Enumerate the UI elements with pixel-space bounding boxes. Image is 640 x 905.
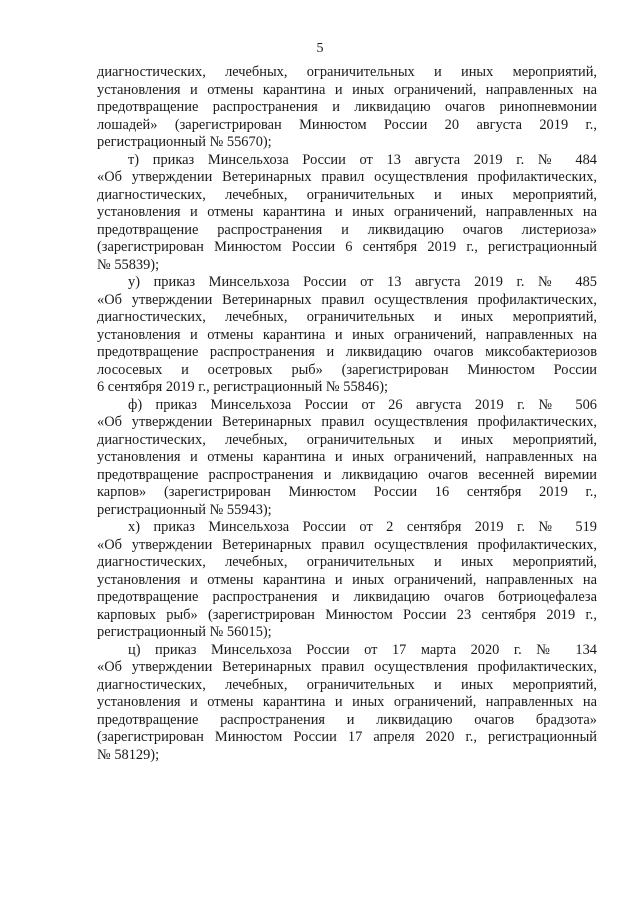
text-line: «Об утверждении Ветеринарных правил осуществления профилактических,	[97, 291, 597, 308]
text-line: установления и отмены карантина и иных ограничений, направленных на	[97, 449, 597, 465]
document-body	[97, 64, 597, 764]
list-item-u-heading: у) приказ Минсельхоза России от 13 августа 2019 г. № 485	[128, 274, 597, 290]
text-line: карпов» (зарегистрирован Минюстом России 16 сентября 2019 г.,	[97, 484, 597, 500]
text-line: карповых рыб» (зарегистрирован Минюстом России 23 сентября 2019 г.,	[97, 606, 597, 623]
text-line: диагностических, лечебных, ограничительных и иных мероприятий,	[97, 676, 597, 693]
text-line: диагностических, лечебных, ограничительных и иных мероприятий,	[97, 554, 597, 570]
text-line: регистрационный № 55943);	[97, 501, 272, 518]
text-line: установления и отмены карантина и иных ограничений, направленных на	[97, 326, 597, 343]
page-number: 5	[316, 41, 324, 56]
text-line: установления и отмены карантина и иных ограничений, направленных на	[97, 81, 597, 98]
text-line: установления и отмены карантина и иных ограничений, направленных на	[97, 694, 597, 710]
text-line: регистрационный № 56015);	[97, 624, 272, 640]
list-item-kh-heading: х) приказ Минсельхоза России от 2 сентября 2019 г. № 519	[128, 519, 597, 535]
text-line: предотвращение распространения и ликвидацию очагов брадзота»	[97, 711, 597, 728]
text-line: диагностических, лечебных, ограничительных и иных мероприятий,	[97, 431, 597, 448]
text-line: предотвращение распространения и ликвидацию очагов ботриоцефалеза	[97, 589, 597, 605]
text-line: предотвращение распространения и ликвидацию очагов миксобактериозов	[97, 344, 597, 360]
text-line: диагностических, лечебных, ограничительных и иных мероприятий,	[97, 309, 597, 325]
text-line: «Об утверждении Ветеринарных правил осуществления профилактических,	[97, 659, 597, 675]
text-line: предотвращение распространения и ликвидацию очагов ринопневмонии	[97, 99, 597, 115]
text-line: лошадей» (зарегистрирован Минюстом России 20 августа 2019 г.,	[97, 116, 597, 133]
text-line: (зарегистрирован Минюстом России 17 апреля 2020 г., регистрационный	[97, 729, 597, 745]
text-line: установления и отмены карантина и иных ограничений, направленных на	[97, 204, 597, 220]
text-line: «Об утверждении Ветеринарных правил осуществления профилактических,	[97, 169, 597, 185]
list-item-ts-heading: ц) приказ Минсельхоза России от 17 марта 2020 г. № 134	[128, 641, 597, 658]
text-line: «Об утверждении Ветеринарных правил осуществления профилактических,	[97, 536, 597, 553]
text-line: предотвращение распространения и ликвидацию очагов листериоза»	[97, 221, 597, 238]
text-line: (зарегистрирован Минюстом России 6 сентября 2019 г., регистрационный	[97, 239, 597, 255]
text-line: диагностических, лечебных, ограничительных и иных мероприятий,	[97, 186, 597, 203]
text-line: предотвращение распространения и ликвидацию очагов весенней виремии	[97, 466, 597, 483]
text-line: установления и отмены карантина и иных ограничений, направленных на	[97, 571, 597, 588]
list-item-f-heading: ф) приказ Минсельхоза России от 26 августа 2019 г. № 506	[128, 396, 597, 413]
text-line: регистрационный № 55670);	[97, 134, 272, 150]
text-line: лососевых и осетровых рыб» (зарегистрирован Минюстом России	[97, 361, 597, 378]
list-item-t-heading: т) приказ Минсельхоза России от 13 августа 2019 г. № 484	[128, 151, 597, 168]
text-line: «Об утверждении Ветеринарных правил осуществления профилактических,	[97, 414, 597, 430]
text-line: 6 сентября 2019 г., регистрационный № 55846);	[97, 379, 389, 395]
text-line: № 58129);	[97, 746, 160, 763]
text-line: № 55839);	[97, 256, 160, 273]
text-line: диагностических, лечебных, ограничительных и иных мероприятий,	[97, 64, 597, 80]
